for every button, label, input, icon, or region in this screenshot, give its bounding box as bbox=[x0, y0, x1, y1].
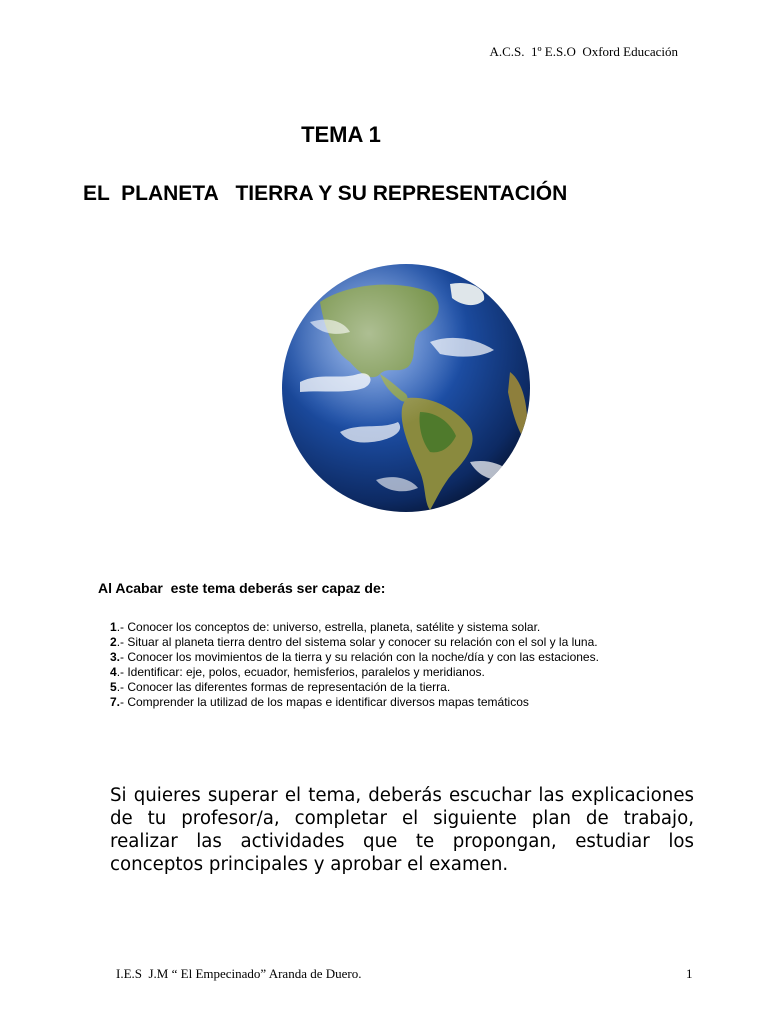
objective-text: .- Situar al planeta tierra dentro del sistema solar y conocer su relación con el sol y la luna. bbox=[116, 635, 598, 649]
objective-number: 1 bbox=[110, 620, 117, 634]
objective-number: 3. bbox=[110, 650, 121, 664]
objective-number: 5 bbox=[110, 680, 117, 694]
objective-item bbox=[110, 635, 599, 650]
objective-text: .- Conocer los conceptos de: universo, estrella, planeta, satélite y sistema solar. bbox=[116, 620, 541, 634]
objective-item bbox=[110, 695, 599, 710]
objective-text: - Comprender la utilizad de los mapas e identificar diversos mapas temáticos bbox=[120, 695, 529, 709]
page-header: A.C.S. 1º E.S.O Oxford Educación bbox=[489, 44, 678, 59]
objective-item bbox=[110, 665, 599, 680]
page-title: EL PLANETA TIERRA Y SU REPRESENTACIÓN bbox=[83, 182, 568, 205]
objective-item bbox=[110, 620, 599, 635]
instructions-paragraph: Si quieres superar el tema, deberás escuchar las explicaciones de tu profesor/a, completar el siguiente plan de trabajo, realizar las actividades que te propongan, estudiar los conceptos principales y aprobar el examen. bbox=[110, 785, 694, 875]
topic-number: TEMA 1 bbox=[301, 122, 381, 147]
objective-item bbox=[110, 650, 599, 665]
page-number: 1 bbox=[686, 966, 693, 981]
globe-illustration bbox=[280, 262, 532, 514]
objective-number: 4 bbox=[110, 665, 117, 679]
objective-text: - Conocer los movimientos de la tierra y su relación con la noche/día y con las estaciones. bbox=[120, 650, 599, 664]
objective-number: 7. bbox=[110, 695, 121, 709]
footer-school: I.E.S J.M “ El Empecinado” Aranda de Duero. bbox=[116, 966, 362, 981]
objectives-intro: Al Acabar este tema deberás ser capaz de: bbox=[98, 580, 386, 596]
objective-number: 2 bbox=[110, 635, 117, 649]
earth-globe-icon bbox=[280, 262, 532, 514]
objective-text: .- Conocer las diferentes formas de representación de la tierra. bbox=[116, 680, 451, 694]
objective-item bbox=[110, 680, 599, 695]
objectives-list bbox=[110, 620, 599, 710]
objective-text: .- Identificar: eje, polos, ecuador, hemisferios, paralelos y meridianos. bbox=[116, 665, 485, 679]
